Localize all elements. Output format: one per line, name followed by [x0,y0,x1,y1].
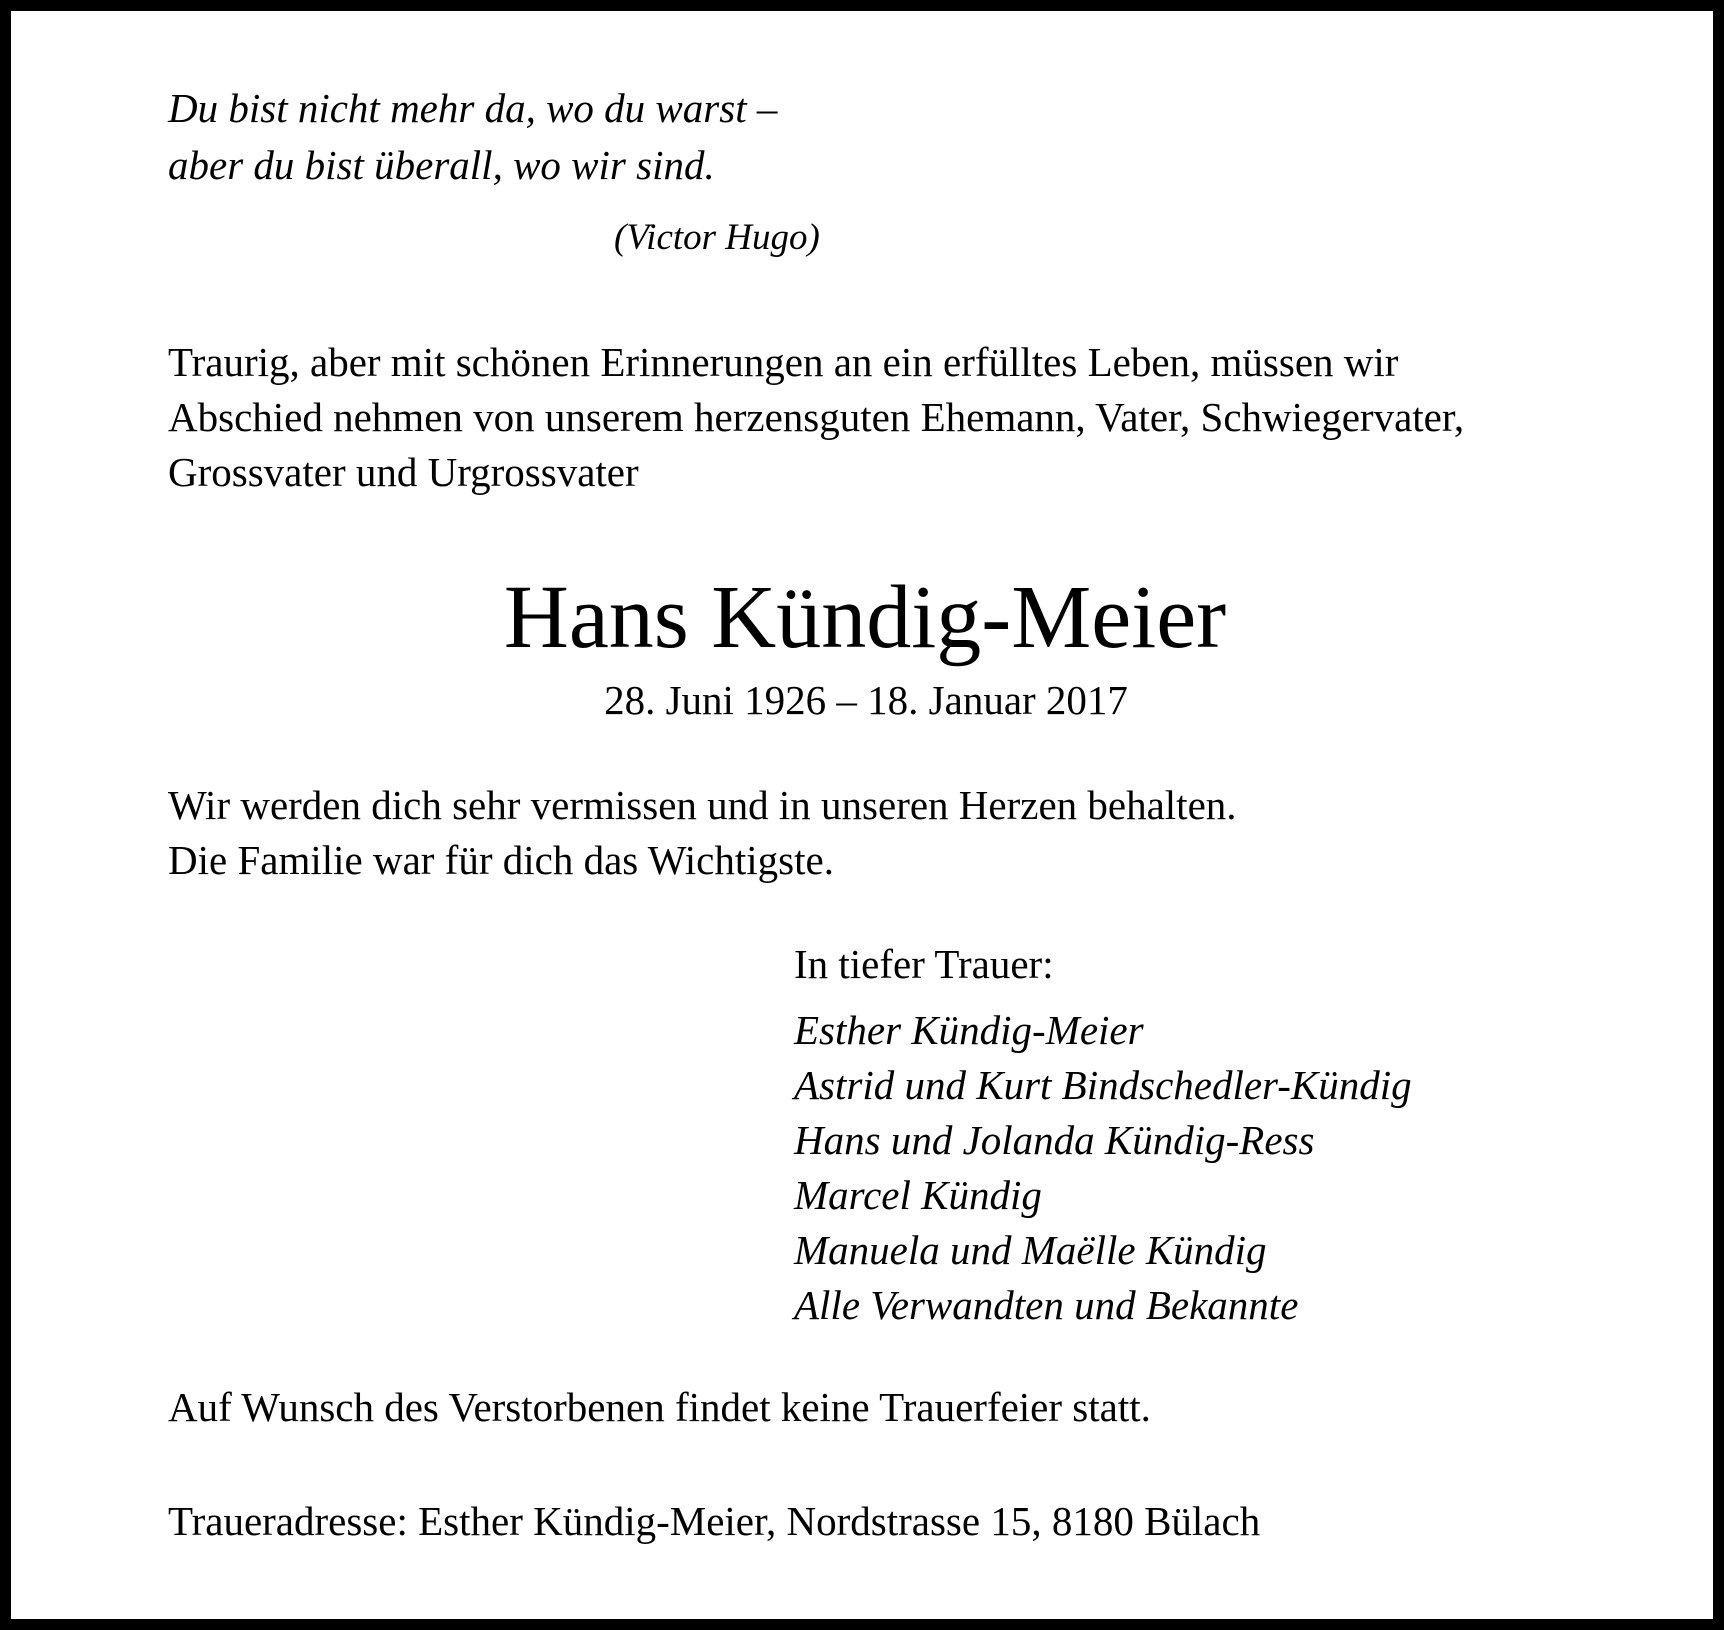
ceremony-notice: Auf Wunsch des Verstorbenen findet keine Trauerfeier statt. [168,1384,1151,1430]
intro-paragraph [168,335,1464,500]
mourners-list [794,1003,1412,1333]
intro-line: Abschied nehmen von unserem herzensguten Ehemann, Vater, Schwiegervater, [168,394,1465,440]
quote-author: (Victor Hugo) [614,217,820,258]
mourner-name: Alle Verwandten und Bekannte [794,1282,1299,1328]
deceased-name: Hans Kündig-Meier [503,568,1227,667]
mourner-name: Marcel Kündig [794,1172,1042,1218]
mourner-name: Esther Kündig-Meier [794,1007,1144,1053]
mourning-address: Traueradresse: Esther Kündig-Meier, Nordstrasse 15, 8180 Bülach [168,1498,1261,1544]
intro-line: Traurig, aber mit schönen Erinnerungen an ein erfülltes Leben, müssen wir [168,339,1399,385]
message-line: Die Familie war für dich das Wichtigste. [168,837,834,883]
quote-line: aber du bist überall, wo wir sind. [168,142,715,188]
mourning-heading: In tiefer Trauer: [794,941,1054,987]
intro-line: Grossvater und Urgrossvater [168,449,639,495]
opening-quote [168,80,777,194]
mourner-name: Manuela und Maëlle Kündig [794,1227,1267,1273]
message-line: Wir werden dich sehr vermissen und in unseren Herzen behalten. [168,782,1237,828]
life-dates: 28. Juni 1926 – 18. Januar 2017 [604,677,1128,723]
quote-line: Du bist nicht mehr da, wo du warst – [168,85,778,131]
mourner-name: Hans und Jolanda Kündig-Ress [794,1117,1315,1163]
mourner-name: Astrid und Kurt Bindschedler-Kündig [794,1062,1412,1108]
farewell-message [168,778,1237,888]
